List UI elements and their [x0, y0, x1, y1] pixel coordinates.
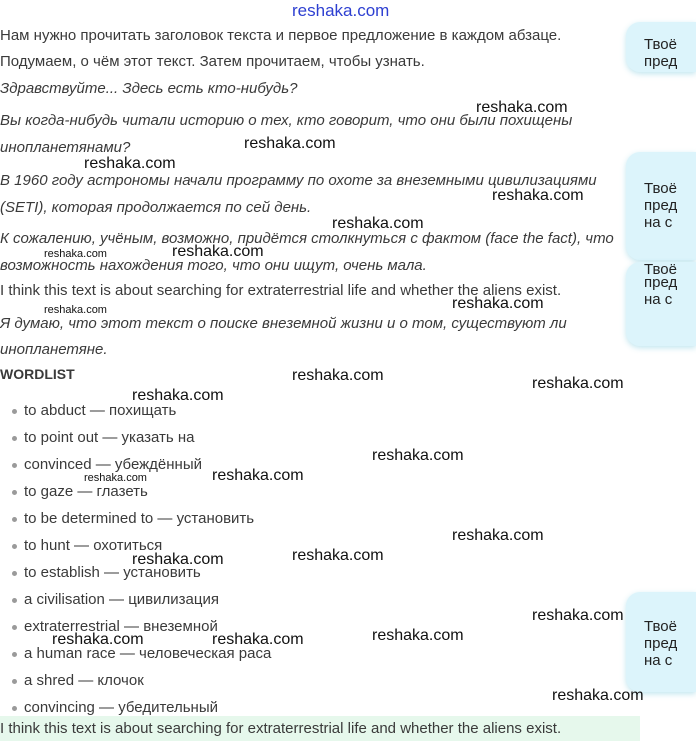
list-item: to gaze — глазеть	[24, 483, 148, 500]
list-item: to be determined to — установить	[24, 510, 255, 527]
text-line: инопланетянами?	[0, 139, 131, 156]
text-line: инопланетяне.	[0, 341, 108, 358]
watermark: reshaka.com	[292, 367, 384, 384]
text-line: Здравствуйте... Здесь есть кто-нибудь?	[0, 80, 298, 97]
answer-text: I think this text is about searching for extraterrestrial life and whether the aliens exist.	[0, 720, 562, 737]
bubble-text: на с	[644, 291, 673, 308]
list-item: to establish — установить	[24, 564, 201, 581]
list-item: convincing — убедительный	[24, 699, 219, 716]
bullet-icon	[12, 571, 17, 576]
bubble-text: пред	[644, 635, 678, 652]
bubble-text: на с	[644, 214, 673, 231]
bubble-text: пред	[644, 53, 678, 70]
list-item: extraterrestrial — внеземной	[24, 618, 218, 635]
bubble-text: Твоё	[644, 36, 677, 53]
watermark: reshaka.com	[84, 155, 176, 172]
watermark: reshaka.com	[292, 547, 384, 564]
bullet-icon	[12, 625, 17, 630]
list-item: convinced — убеждённый	[24, 456, 203, 473]
watermark: reshaka.com	[84, 472, 147, 484]
watermark: reshaka.com	[452, 295, 544, 312]
watermark: reshaka.com	[132, 551, 224, 568]
watermark: reshaka.com	[492, 187, 584, 204]
watermark: reshaka.com	[476, 99, 568, 116]
feedback-bubble[interactable]	[626, 262, 696, 346]
watermark: reshaka.com	[332, 215, 424, 232]
bubble-text: пред	[644, 197, 678, 214]
feedback-bubble[interactable]	[626, 592, 696, 692]
watermark: reshaka.com	[244, 135, 336, 152]
text-line: I think this text is about searching for extraterrestrial life and whether the aliens exist.	[0, 282, 562, 299]
watermark: reshaka.com	[552, 687, 644, 704]
wordlist-title: WORDLIST	[0, 366, 75, 382]
bubble-text: пред	[644, 274, 678, 291]
text-line: В 1960 году астрономы начали программу по охоте за внеземными цивилизациями	[0, 172, 597, 189]
text-line: Подумаем, о чём этот текст. Затем прочитаем, чтобы узнать.	[0, 53, 425, 70]
bullet-icon	[12, 463, 17, 468]
bullet-icon	[12, 517, 17, 522]
watermark: reshaka.com	[532, 607, 624, 624]
watermark: reshaka.com	[532, 375, 624, 392]
watermark: reshaka.com	[372, 447, 464, 464]
bubble-text: Твоё	[644, 180, 677, 197]
list-item: to abduct — похищать	[24, 402, 177, 419]
watermark: reshaka.com	[132, 387, 224, 404]
bubble-text: Твоё	[644, 261, 677, 278]
text-line: возможность нахождения того, что они ищут, очень мала.	[0, 257, 427, 274]
bullet-icon	[12, 544, 17, 549]
bubble-text: Твоё	[644, 618, 677, 635]
watermark: reshaka.com	[172, 243, 264, 260]
bullet-icon	[12, 490, 17, 495]
text-line: Нам нужно прочитать заголовок текста и первое предложение в каждом абзаце.	[0, 27, 562, 44]
text-line: Вы когда-нибудь читали историю о тех, кто говорит, что они были похищены	[0, 112, 573, 129]
feedback-bubble[interactable]	[626, 152, 696, 260]
watermark-logo: reshaka.com	[292, 1, 390, 20]
watermark: reshaka.com	[52, 631, 144, 648]
bullet-icon	[12, 679, 17, 684]
list-item: a shred — клочок	[24, 672, 144, 689]
watermark: reshaka.com	[452, 527, 544, 544]
watermark: reshaka.com	[44, 248, 107, 260]
list-item: a human race — человеческая раса	[24, 645, 272, 662]
bullet-icon	[12, 436, 17, 441]
answer-bar[interactable]	[0, 716, 640, 741]
bubble-text: на с	[644, 652, 673, 669]
bullet-icon	[12, 598, 17, 603]
watermark: reshaka.com	[212, 467, 304, 484]
watermark: reshaka.com	[212, 631, 304, 648]
feedback-bubble[interactable]	[626, 22, 696, 72]
text-line: К сожалению, учёным, возможно, придётся столкнуться с фактом (face the fact), что	[0, 230, 614, 247]
text-line: Я думаю, что этот текст о поиске внеземной жизни и о том, существуют ли	[0, 315, 567, 332]
watermark: reshaka.com	[372, 627, 464, 644]
list-item: to hunt — охотиться	[24, 537, 163, 554]
list-item: to point out — указать на	[24, 429, 195, 446]
text-line: (SETI), которая продолжается по сей день.	[0, 199, 312, 216]
watermark: reshaka.com	[44, 304, 107, 316]
bullet-icon	[12, 652, 17, 657]
bullet-icon	[12, 409, 17, 414]
bullet-icon	[12, 706, 17, 711]
list-item: a civilisation — цивилизация	[24, 591, 219, 608]
